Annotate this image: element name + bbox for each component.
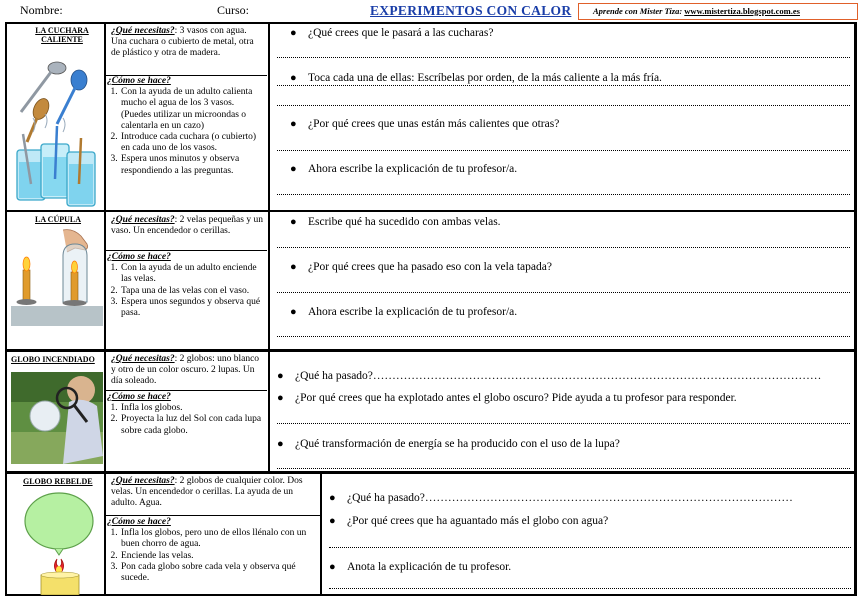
answer-line[interactable] (277, 468, 850, 469)
question: ● ¿Qué ha pasado?……………………………………………………………………………………………………… (277, 370, 822, 382)
instructions: ¿Cómo se hace? 1. Con la ayuda de un adulto enciende las velas. 2. Tapa una de las velas con el vaso. 3. Espera unos segundos y observa qué pasa. (107, 252, 265, 319)
instructions: ¿Cómo se hace? 1. Infla los globos. 2. Proyecta la luz del Sol con cada lupa sobre cada globo. (107, 392, 265, 437)
balloon-over-candle-illustration (13, 491, 103, 595)
question: ● Toca cada una de ellas: Escríbelas por orden, de la más caliente a la más fría. (290, 72, 662, 84)
answer-line[interactable] (277, 150, 850, 151)
column-divider (320, 473, 322, 594)
question: ● Ahora escribe la explicación de tu profesor/a. (290, 163, 518, 175)
experiment-section-spoon (5, 22, 857, 212)
instruction-step: 1. Infla los globos. (120, 403, 265, 414)
question: ● ¿Por qué crees que ha aguantado más el globo con agua? (329, 515, 609, 527)
question: ● ¿Qué ha pasado?…………………………………………………………………………………… (329, 492, 793, 504)
row-divider (105, 250, 267, 251)
worksheet-header (0, 0, 865, 22)
instruction-step: 2. Enciende las velas. (120, 551, 317, 562)
column-divider (104, 351, 106, 472)
author-badge-text: Aprende con Mister Tiza: (593, 6, 683, 16)
instructions: ¿Cómo se hace? 1. Con la ayuda de un adulto calienta mucho el agua de los 3 vasos. (Puedes utilizar un microondas o calentarla en un cazo) 2. Introduce cada cuchara (o cubierto) en cada uno de los vasos. 3. Espera unos minutos y observa respondiendo a las preguntas. (107, 76, 265, 177)
question: ● ¿Por qué crees que ha explotado antes el globo oscuro? Pide ayuda a tu profesor para responder. (277, 392, 737, 404)
materials-text: ¿Qué necesitas?: 2 globos de cualquier color. Dos velas. Un encendedor o cerillas. La ayuda de un adulto. Agua. (111, 476, 303, 509)
answer-line[interactable] (277, 292, 850, 293)
materials-text: ¿Qué necesitas?: 2 globos: uno blanco y otro de un color oscuro. 2 lupas. Un día soleado. (111, 354, 260, 387)
row-divider (105, 390, 267, 391)
experiment-title: LA CUCHARA CALIENTE (35, 26, 89, 44)
question: ● Anota la explicación de tu profesor. (329, 561, 512, 573)
column-divider (104, 24, 106, 210)
instructions: ¿Cómo se hace? 1. Infla los globos, pero uno de ellos llénalo con un buen chorro de agua. 2. Enciende las velas. 3. Pon cada globo sobre cada vela y observa qué sucede. (107, 517, 317, 584)
experiment-section-rebel-balloon (5, 471, 857, 596)
answer-line[interactable] (277, 423, 850, 424)
column-divider (268, 351, 270, 472)
experiment-section-dome (5, 210, 857, 352)
experiment-title: LA CÚPULA (35, 215, 82, 224)
answer-line[interactable] (277, 85, 850, 86)
instruction-step: 1. Infla los globos, pero uno de ellos llénalo con un buen chorro de agua. (120, 528, 317, 550)
question: ● ¿Por qué crees que ha pasado eso con la vela tapada? (290, 261, 552, 273)
page-title: EXPERIMENTOS CON CALOR (370, 3, 572, 18)
column-divider (268, 24, 270, 210)
instruction-step: 3. Espera unos segundos y observa qué pasa. (120, 297, 265, 319)
answer-line[interactable] (277, 336, 850, 337)
question: ● ¿Por qué crees que unas están más calientes que otras? (290, 118, 560, 130)
column-divider (104, 212, 106, 350)
name-label: Nombre: (20, 3, 63, 17)
question: ● Escribe qué ha sucedido con ambas velas. (290, 216, 501, 228)
column-divider (104, 473, 106, 594)
experiment-section-burning-balloon (5, 349, 857, 474)
spoons-in-glasses-illustration (11, 54, 105, 209)
instruction-step: 3. Pon cada globo sobre cada vela y observa qué sucede. (120, 562, 317, 584)
answer-line[interactable] (329, 588, 851, 589)
row-divider (105, 515, 320, 516)
materials-text: ¿Qué necesitas?: 3 vasos con agua. Una cuchara o cubierto de metal, otra de plástico y otra de madera. (111, 26, 254, 59)
author-badge (578, 3, 858, 20)
question: ● ¿Qué crees que le pasará a las cucharas? (290, 27, 494, 39)
column-divider (268, 212, 270, 350)
answer-line[interactable] (277, 247, 850, 248)
materials-text: ¿Qué necesitas?: 2 velas pequeñas y un vaso. Un encendedor o cerillas. (111, 215, 263, 237)
instruction-step: 2. Tapa una de las velas con el vaso. (120, 286, 265, 297)
candles-under-glass-illustration (11, 226, 103, 326)
answer-line[interactable] (277, 57, 850, 58)
instruction-step: 2. Introduce cada cuchara (o cubierto) en cada uno de los vasos. (120, 132, 265, 154)
experiment-title: GLOBO REBELDE (23, 477, 93, 486)
instruction-step: 1. Con la ayuda de un adulto calienta mucho el agua de los 3 vasos. (Puedes utilizar un microondas o calentarla en un cazo) (120, 87, 265, 132)
question: ● Ahora escribe la explicación de tu profesor/a. (290, 306, 518, 318)
answer-line[interactable] (277, 105, 850, 106)
instruction-step: 1. Con la ayuda de un adulto enciende las velas. (120, 263, 265, 285)
instruction-step: 3. Espera unos minutos y observa respondiendo a las preguntas. (120, 154, 265, 176)
instruction-step: 2. Proyecta la luz del Sol con cada lupa sobre cada globo. (120, 414, 265, 436)
author-badge-url[interactable]: www.mistertiza.blogspot.com.es (684, 6, 800, 16)
answer-line[interactable] (277, 194, 850, 195)
question: ● ¿Qué transformación de energía se ha producido con el uso de la lupa? (277, 438, 620, 450)
course-label: Curso: (217, 3, 250, 17)
answer-line[interactable] (329, 547, 851, 548)
experiment-title: GLOBO INCENDIADO (11, 355, 95, 364)
magnifier-balloon-photo (11, 372, 103, 464)
